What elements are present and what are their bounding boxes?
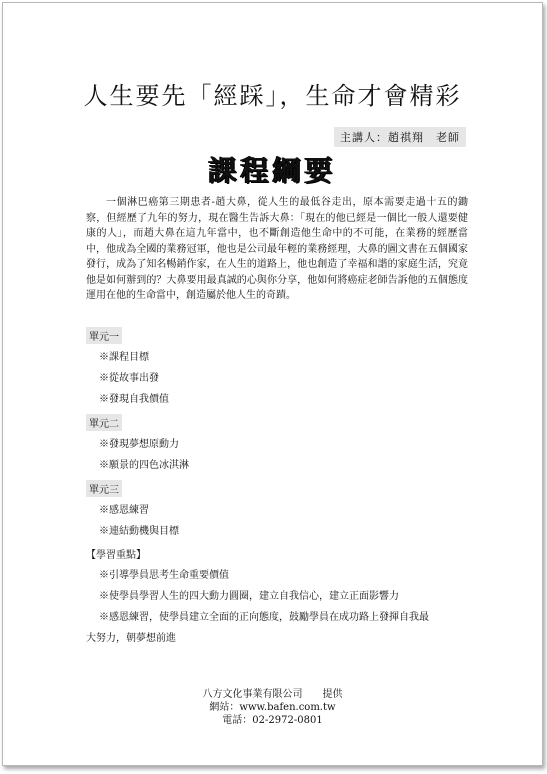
course-outline-heading: 課程綱要 [208, 154, 337, 187]
course-outline [86, 323, 476, 649]
footer [3, 688, 542, 727]
list-item-line-continued: 大努力，朝夢想前進 [86, 633, 176, 644]
list-item: ※課程目標 [99, 352, 149, 363]
list-item: ※發現夢想原動力 [99, 439, 179, 450]
unit-2 [86, 410, 476, 476]
list-item: ※發現自我價值 [99, 394, 169, 405]
list-item: ※連結動機與目標 [99, 526, 179, 537]
list-item: ※使學員學習人生的四大動力圓圈，建立自我信心，建立正面影響力 [99, 591, 399, 602]
list-item-line: ※感恩練習，使學員建立全面的正向態度，鼓勵學員在成功路上發揮自我最 [99, 612, 429, 623]
document-title: 人生要先「經踩」，生命才會精彩 [83, 82, 462, 110]
list-item [86, 607, 476, 649]
unit-label: 單元三 [86, 480, 122, 497]
list-item: ※從故事出發 [99, 373, 159, 384]
list-item: ※感恩練習 [99, 505, 149, 516]
footer-company: 八方文化事業有限公司 提供 [202, 689, 343, 700]
unit-3 [86, 476, 476, 542]
unit-label: 單元一 [86, 327, 122, 344]
footer-website: 網站：www.bafen.com.tw [209, 702, 336, 713]
list-item: ※引導學員思考生命重要價值 [99, 570, 229, 581]
list-item: ※願景的四色冰淇淋 [99, 460, 189, 471]
speaker-label: 主講人：趙祺翔 老師 [334, 127, 466, 147]
unit-label: 單元二 [86, 414, 122, 431]
key-points-label: 【學習重點】 [86, 550, 146, 561]
footer-phone: 電話：02-2972-0801 [222, 715, 323, 726]
document-page [2, 2, 543, 766]
key-points [86, 545, 476, 649]
intro-paragraph: 一個淋巴癌第三期患者-趙大鼻，從人生的最低谷走出，原本需要走過十五的鋤察，但經歷了九年的努力，現在醫生告訴大鼻：「現在的他已經是一個比一般人還要健康的人」，而趙大鼻在這九年當中，也不斷創造他生命中的不可能，在業務的經歷當中，他成為全國的業務冠軍，他也是公司最年輕的業務經理，大鼻的圖文書在五個國家發行，成為了知名暢銷作家，在人生的道路上，他也創造了幸福和諧的家庭生活，究竟他是如何辦到的？大鼻要用最真誠的心與你分享，他如何將癌症老師告訴他的五個態度運用在他的生命當中，創造屬於他人生的奇蹟。 [86, 197, 468, 301]
unit-1 [86, 323, 476, 410]
